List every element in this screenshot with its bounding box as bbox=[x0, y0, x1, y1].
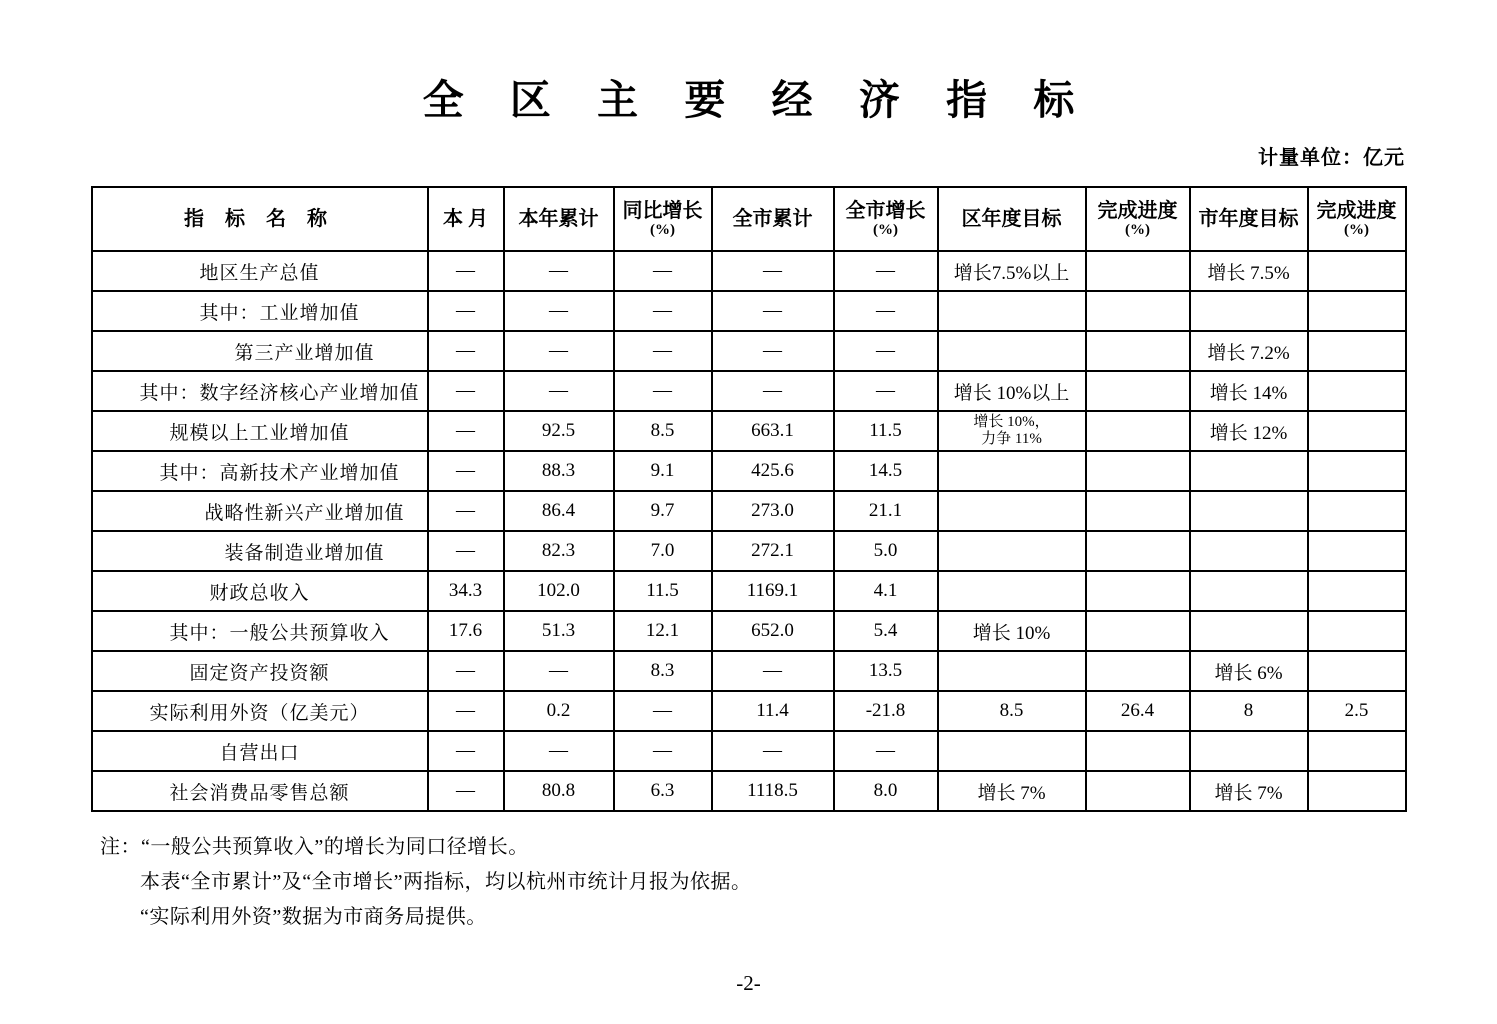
value-cell-district-goal bbox=[938, 491, 1086, 531]
value-cell-district-goal bbox=[938, 531, 1086, 571]
value-cell-city-ytd: 273.0 bbox=[712, 491, 834, 531]
table-header bbox=[92, 187, 1406, 251]
value-cell-yoy: 9.1 bbox=[614, 451, 712, 491]
value-cell-city-ytd: 11.4 bbox=[712, 691, 834, 731]
value-cell-district-progress bbox=[1086, 531, 1190, 571]
value-cell-city-growth: 14.5 bbox=[834, 451, 938, 491]
value-cell-district-progress bbox=[1086, 291, 1190, 331]
table-row bbox=[92, 491, 1406, 531]
value-cell-ytd: — bbox=[504, 331, 614, 371]
value-cell-city-goal: 增长 7% bbox=[1190, 771, 1308, 811]
value-cell-city-goal bbox=[1190, 491, 1308, 531]
table-row bbox=[92, 771, 1406, 811]
value-cell-city-progress bbox=[1308, 531, 1406, 571]
value-cell-city-growth: — bbox=[834, 291, 938, 331]
column-header-city-progress: 完成进度 (%) bbox=[1308, 187, 1406, 251]
value-cell-city-growth: 8.0 bbox=[834, 771, 938, 811]
value-cell-district-goal bbox=[938, 291, 1086, 331]
value-cell-city-progress bbox=[1308, 411, 1406, 451]
indicator-name-cell: 社会消费品零售总额 bbox=[92, 771, 428, 811]
table-row bbox=[92, 691, 1406, 731]
value-cell-yoy: — bbox=[614, 691, 712, 731]
column-header-city-goal: 市年度目标 bbox=[1190, 187, 1308, 251]
value-cell-month: — bbox=[428, 331, 504, 371]
value-cell-yoy: 8.5 bbox=[614, 411, 712, 451]
value-cell-city-growth: — bbox=[834, 731, 938, 771]
value-cell-city-growth: 21.1 bbox=[834, 491, 938, 531]
indicator-name-cell: 装备制造业增加值 bbox=[92, 531, 428, 571]
value-cell-ytd: — bbox=[504, 731, 614, 771]
value-cell-city-goal: 增长 12% bbox=[1190, 411, 1308, 451]
value-cell-month: — bbox=[428, 371, 504, 411]
value-cell-district-progress bbox=[1086, 451, 1190, 491]
value-cell-ytd: 92.5 bbox=[504, 411, 614, 451]
value-cell-city-progress bbox=[1308, 371, 1406, 411]
value-cell-district-progress bbox=[1086, 731, 1190, 771]
value-cell-city-ytd: 652.0 bbox=[712, 611, 834, 651]
value-cell-city-goal bbox=[1190, 531, 1308, 571]
column-header-ytd: 本年累计 bbox=[504, 187, 614, 251]
value-cell-district-progress bbox=[1086, 371, 1190, 411]
value-cell-yoy: — bbox=[614, 371, 712, 411]
table-header-row bbox=[92, 187, 1406, 251]
value-cell-month: — bbox=[428, 291, 504, 331]
table-row bbox=[92, 651, 1406, 691]
column-header-month: 本 月 bbox=[428, 187, 504, 251]
value-cell-city-goal: 8 bbox=[1190, 691, 1308, 731]
value-cell-city-growth: -21.8 bbox=[834, 691, 938, 731]
indicator-name-cell: 财政总收入 bbox=[92, 571, 428, 611]
value-cell-city-ytd: 663.1 bbox=[712, 411, 834, 451]
note-line: 本表“全市累计”及“全市增长”两指标，均以杭州市统计月报为依据。 bbox=[140, 871, 752, 894]
value-cell-month: — bbox=[428, 451, 504, 491]
value-cell-city-goal bbox=[1190, 611, 1308, 651]
indicator-name-cell: 其中：一般公共预算收入 bbox=[92, 611, 428, 651]
value-cell-district-goal: 8.5 bbox=[938, 691, 1086, 731]
table-notes bbox=[0, 830, 1497, 935]
value-cell-district-goal bbox=[938, 651, 1086, 691]
value-cell-district-goal: 增长 10%以上 bbox=[938, 371, 1086, 411]
value-cell-city-progress bbox=[1308, 331, 1406, 371]
value-cell-district-goal bbox=[938, 571, 1086, 611]
value-cell-yoy: 6.3 bbox=[614, 771, 712, 811]
value-cell-city-ytd: — bbox=[712, 731, 834, 771]
value-cell-city-growth: 5.4 bbox=[834, 611, 938, 651]
value-cell-yoy: 11.5 bbox=[614, 571, 712, 611]
value-cell-city-ytd: 272.1 bbox=[712, 531, 834, 571]
indicator-name-cell: 规模以上工业增加值 bbox=[92, 411, 428, 451]
value-cell-city-ytd: 1118.5 bbox=[712, 771, 834, 811]
indicator-name-cell: 地区生产总值 bbox=[92, 251, 428, 291]
value-cell-yoy: — bbox=[614, 731, 712, 771]
value-cell-month: — bbox=[428, 771, 504, 811]
value-cell-district-progress: 26.4 bbox=[1086, 691, 1190, 731]
value-cell-city-goal: 增长 7.2% bbox=[1190, 331, 1308, 371]
value-cell-ytd: — bbox=[504, 371, 614, 411]
indicator-name-cell: 其中：高新技术产业增加值 bbox=[92, 451, 428, 491]
value-cell-city-growth: 11.5 bbox=[834, 411, 938, 451]
value-cell-city-goal bbox=[1190, 731, 1308, 771]
value-cell-yoy: — bbox=[614, 251, 712, 291]
value-cell-district-goal: 增长 10%， 力争 11% bbox=[938, 411, 1086, 451]
value-cell-city-ytd: — bbox=[712, 251, 834, 291]
value-cell-city-progress bbox=[1308, 611, 1406, 651]
table-row bbox=[92, 251, 1406, 291]
value-cell-ytd: 88.3 bbox=[504, 451, 614, 491]
value-cell-month: — bbox=[428, 731, 504, 771]
indicator-name-cell: 其中：工业增加值 bbox=[92, 291, 428, 331]
value-cell-city-progress bbox=[1308, 251, 1406, 291]
column-header-city-ytd: 全市累计 bbox=[712, 187, 834, 251]
table-row bbox=[92, 731, 1406, 771]
value-cell-ytd: — bbox=[504, 291, 614, 331]
value-cell-district-progress bbox=[1086, 331, 1190, 371]
value-cell-district-progress bbox=[1086, 251, 1190, 291]
value-cell-ytd: 80.8 bbox=[504, 771, 614, 811]
table-row bbox=[92, 371, 1406, 411]
value-cell-yoy: — bbox=[614, 331, 712, 371]
value-cell-yoy: — bbox=[614, 291, 712, 331]
note-line: “实际利用外资”数据为市商务局提供。 bbox=[140, 906, 487, 929]
value-cell-month: 17.6 bbox=[428, 611, 504, 651]
column-header-indicator-name: 指 标 名 称 bbox=[92, 187, 428, 251]
value-cell-city-progress bbox=[1308, 571, 1406, 611]
value-cell-district-goal bbox=[938, 731, 1086, 771]
value-cell-ytd: 82.3 bbox=[504, 531, 614, 571]
page-number: -2- bbox=[736, 971, 761, 996]
value-cell-month: — bbox=[428, 411, 504, 451]
value-cell-city-progress bbox=[1308, 291, 1406, 331]
economic-indicators-table bbox=[91, 186, 1407, 812]
value-cell-district-progress bbox=[1086, 611, 1190, 651]
value-cell-city-growth: — bbox=[834, 371, 938, 411]
value-cell-city-ytd: — bbox=[712, 331, 834, 371]
column-header-yoy: 同比增长 (%) bbox=[614, 187, 712, 251]
indicator-name-cell: 自营出口 bbox=[92, 731, 428, 771]
value-cell-ytd: 51.3 bbox=[504, 611, 614, 651]
value-cell-city-progress bbox=[1308, 651, 1406, 691]
value-cell-yoy: 9.7 bbox=[614, 491, 712, 531]
value-cell-district-goal: 增长 7% bbox=[938, 771, 1086, 811]
value-cell-city-ytd: — bbox=[712, 371, 834, 411]
value-cell-district-goal: 增长7.5%以上 bbox=[938, 251, 1086, 291]
value-cell-city-ytd: 1169.1 bbox=[712, 571, 834, 611]
value-cell-city-ytd: — bbox=[712, 291, 834, 331]
value-cell-ytd: 102.0 bbox=[504, 571, 614, 611]
value-cell-city-progress bbox=[1308, 731, 1406, 771]
value-cell-city-progress bbox=[1308, 451, 1406, 491]
value-cell-city-growth: — bbox=[834, 251, 938, 291]
value-cell-ytd: 86.4 bbox=[504, 491, 614, 531]
value-cell-month: — bbox=[428, 651, 504, 691]
value-cell-city-goal: 增长 14% bbox=[1190, 371, 1308, 411]
value-cell-ytd: 0.2 bbox=[504, 691, 614, 731]
indicator-name-cell: 固定资产投资额 bbox=[92, 651, 428, 691]
table-row bbox=[92, 291, 1406, 331]
value-cell-yoy: 7.0 bbox=[614, 531, 712, 571]
value-cell-district-progress bbox=[1086, 491, 1190, 531]
table-row bbox=[92, 571, 1406, 611]
value-cell-district-goal bbox=[938, 331, 1086, 371]
column-header-city-growth: 全市增长 (%) bbox=[834, 187, 938, 251]
table-row bbox=[92, 611, 1406, 651]
value-cell-city-ytd: — bbox=[712, 651, 834, 691]
value-cell-ytd: — bbox=[504, 651, 614, 691]
table-body bbox=[92, 251, 1406, 811]
column-header-district-goal: 区年度目标 bbox=[938, 187, 1086, 251]
table-row bbox=[92, 411, 1406, 451]
value-cell-district-progress bbox=[1086, 771, 1190, 811]
value-cell-district-progress bbox=[1086, 651, 1190, 691]
indicator-name-cell: 其中：数字经济核心产业增加值 bbox=[92, 371, 428, 411]
value-cell-city-growth: 4.1 bbox=[834, 571, 938, 611]
value-cell-city-growth: 5.0 bbox=[834, 531, 938, 571]
value-cell-month: 34.3 bbox=[428, 571, 504, 611]
value-cell-city-growth: 13.5 bbox=[834, 651, 938, 691]
value-cell-yoy: 12.1 bbox=[614, 611, 712, 651]
value-cell-city-progress bbox=[1308, 771, 1406, 811]
value-cell-city-goal bbox=[1190, 291, 1308, 331]
value-cell-city-progress bbox=[1308, 491, 1406, 531]
value-cell-city-goal: 增长 6% bbox=[1190, 651, 1308, 691]
table-row bbox=[92, 451, 1406, 491]
value-cell-city-goal bbox=[1190, 571, 1308, 611]
value-cell-city-ytd: 425.6 bbox=[712, 451, 834, 491]
value-cell-district-goal bbox=[938, 451, 1086, 491]
column-header-district-progress: 完成进度 (%) bbox=[1086, 187, 1190, 251]
indicator-name-cell: 第三产业增加值 bbox=[92, 331, 428, 371]
table-row bbox=[92, 531, 1406, 571]
value-cell-city-progress: 2.5 bbox=[1308, 691, 1406, 731]
value-cell-yoy: 8.3 bbox=[614, 651, 712, 691]
value-cell-city-goal: 增长 7.5% bbox=[1190, 251, 1308, 291]
value-cell-month: — bbox=[428, 491, 504, 531]
value-cell-district-progress bbox=[1086, 411, 1190, 451]
value-cell-ytd: — bbox=[504, 251, 614, 291]
page-title: 全 区 主 要 经 济 指 标 bbox=[422, 77, 1093, 123]
value-cell-city-growth: — bbox=[834, 331, 938, 371]
table-row bbox=[92, 331, 1406, 371]
value-cell-city-goal bbox=[1190, 451, 1308, 491]
value-cell-district-goal: 增长 10% bbox=[938, 611, 1086, 651]
value-cell-month: — bbox=[428, 531, 504, 571]
value-cell-month: — bbox=[428, 251, 504, 291]
value-cell-district-progress bbox=[1086, 571, 1190, 611]
value-cell-month: — bbox=[428, 691, 504, 731]
unit-label: 计量单位：亿元 bbox=[1258, 147, 1405, 170]
indicator-name-cell: 战略性新兴产业增加值 bbox=[92, 491, 428, 531]
indicator-name-cell: 实际利用外资（亿美元） bbox=[92, 691, 428, 731]
note-line: 注：“一般公共预算收入”的增长为同口径增长。 bbox=[100, 836, 529, 859]
